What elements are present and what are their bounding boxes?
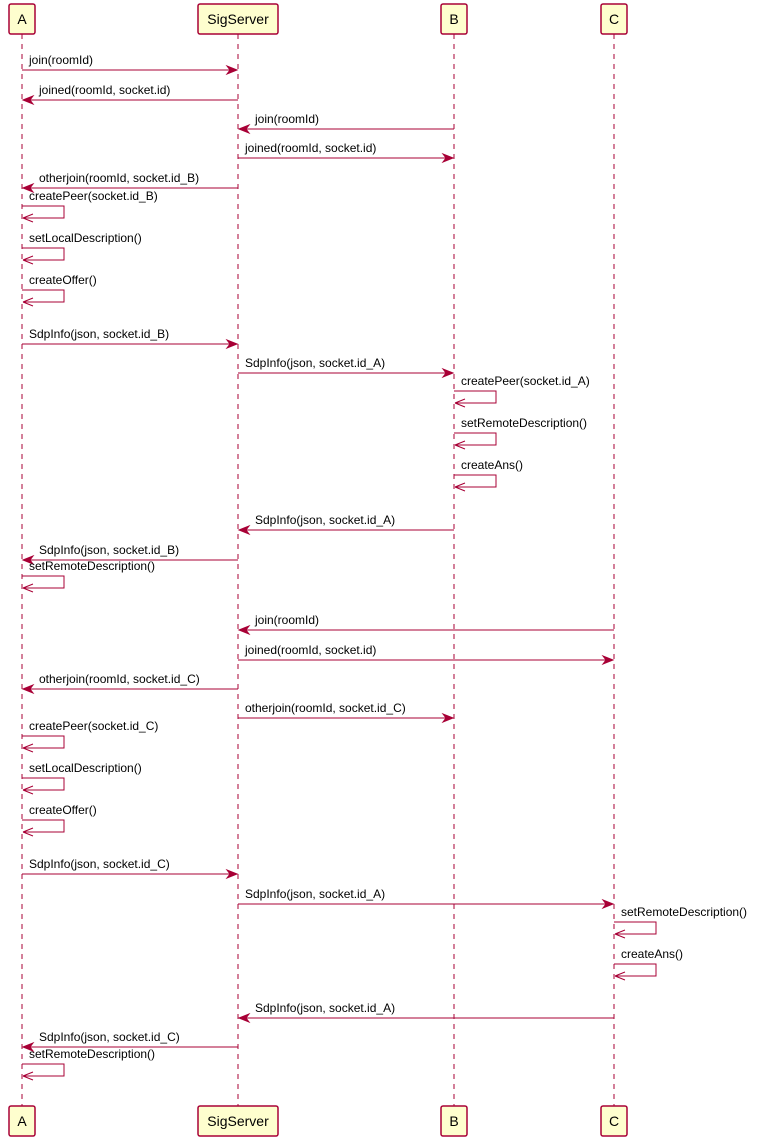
message-label: join(roomId) [29,53,94,67]
message-9 [22,327,237,348]
message-21 [22,719,158,752]
message-4 [238,141,453,162]
message-10 [238,356,453,377]
message-label: setRemoteDescription() [461,416,588,430]
participant-label: A [17,11,27,27]
message-label: otherjoin(roomId, socket.id_B) [39,171,200,185]
message-label: SdpInfo(json, socket.id_A) [245,887,386,901]
message-14 [239,513,454,534]
participant-label: C [608,1113,620,1129]
participant-sigserver-bottom [198,1106,278,1136]
message-6 [22,189,158,222]
message-label: createOffer() [29,273,97,287]
message-2 [23,83,238,104]
message-label: SdpInfo(json, socket.id_A) [245,356,386,370]
messages [22,53,747,1080]
participant-label: A [17,1113,27,1129]
message-label: createAns() [621,947,684,961]
message-label: joined(roomId, socket.id) [245,643,377,657]
message-label: setRemoteDescription() [29,559,156,573]
participant-label: B [449,1113,459,1129]
message-label: SdpInfo(json, socket.id_C) [39,1030,180,1044]
message-12 [454,416,587,449]
message-7 [22,231,142,264]
message-3 [239,112,454,133]
message-label: joined(roomId, socket.id) [39,83,171,97]
message-label: otherjoin(roomId, socket.id_C) [245,701,406,715]
message-label: createPeer(socket.id_A) [461,374,590,388]
participant-a-top [9,4,35,34]
message-28 [239,1001,614,1022]
message-18 [238,643,613,664]
message-label: createPeer(socket.id_B) [29,189,158,203]
message-label: createAns() [461,458,524,472]
message-label: otherjoin(roomId, socket.id_C) [39,672,200,686]
message-24 [22,857,237,878]
message-label: setRemoteDescription() [621,905,748,919]
message-label: join(roomId) [255,613,320,627]
message-label: SdpInfo(json, socket.id_C) [29,857,170,871]
message-label: setLocalDescription() [29,761,142,775]
participant-label: B [449,11,459,27]
message-25 [238,887,613,908]
message-label: SdpInfo(json, socket.id_A) [255,513,396,527]
participant-b-bottom [441,1106,467,1136]
message-label: createPeer(socket.id_C) [29,719,159,733]
participant-label: C [608,11,620,27]
message-17 [239,613,614,634]
message-label: SdpInfo(json, socket.id_B) [39,543,180,557]
participant-label: SigServer [207,11,269,27]
participant-c-bottom [601,1106,627,1136]
message-22 [22,761,142,794]
participant-label: SigServer [207,1113,269,1129]
message-1 [22,53,237,74]
message-16 [22,559,155,592]
message-30 [22,1047,155,1080]
message-label: SdpInfo(json, socket.id_B) [29,327,170,341]
message-8 [22,273,97,306]
participant-sigserver-top [198,4,278,34]
message-label: join(roomId) [255,112,320,126]
message-23 [22,803,97,836]
message-13 [454,458,523,491]
participant-a-bottom [9,1106,35,1136]
message-19 [23,672,238,693]
message-11 [454,374,590,407]
message-20 [238,701,453,722]
message-label: createOffer() [29,803,97,817]
message-27 [614,947,683,980]
message-label: joined(roomId, socket.id) [245,141,377,155]
message-26 [614,905,747,938]
message-label: SdpInfo(json, socket.id_A) [255,1001,396,1015]
participant-c-top [601,4,627,34]
participant-b-top [441,4,467,34]
message-label: setRemoteDescription() [29,1047,156,1061]
message-label: setLocalDescription() [29,231,142,245]
